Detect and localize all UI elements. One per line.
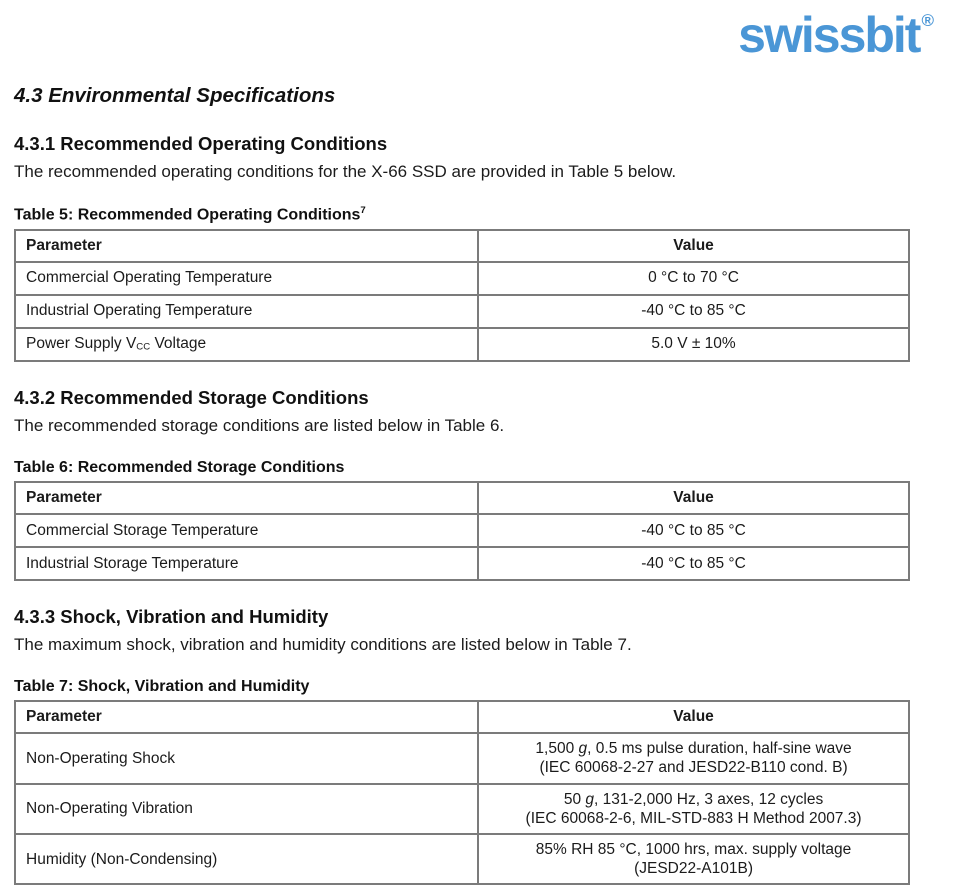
value-cell: -40 °C to 85 °C [478, 547, 909, 580]
value-column-header: Value [478, 230, 909, 262]
table-row [15, 328, 909, 361]
table-header-row [15, 482, 909, 514]
parameter-column-header: Parameter [15, 482, 478, 514]
table-row [15, 784, 909, 834]
parameter-column-header: Parameter [15, 701, 478, 733]
table-row [15, 514, 909, 547]
value-cell: -40 °C to 85 °C [478, 295, 909, 328]
table-row [15, 262, 909, 295]
subsection-heading: 4.3.3 Shock, Vibration and Humidity [14, 605, 329, 627]
value-cell: 5.0 V ± 10% [478, 328, 909, 361]
parameter-cell: Non-Operating Vibration [15, 784, 478, 834]
table-row [15, 733, 909, 783]
subsection-storage-conditions [14, 387, 910, 581]
parameter-cell: Industrial Storage Temperature [15, 547, 478, 580]
section-title: 4.3 Environmental Specifications [14, 84, 336, 107]
table-caption: Table 6: Recommended Storage Conditions [14, 458, 345, 476]
subsection-shock-vibration-humidity [14, 606, 910, 886]
parameter-cell: Non-Operating Shock [15, 733, 478, 783]
table-header-row [15, 701, 909, 733]
subsection-operating-conditions [14, 133, 910, 362]
value-cell: 1,500 g, 0.5 ms pulse duration, half-sine wave (IEC 60068-2-27 and JESD22-B110 cond. B) [478, 733, 909, 783]
table-header-row [15, 230, 909, 262]
value-column-header: Value [478, 482, 909, 514]
registered-trademark-icon: ® [921, 11, 934, 30]
value-cell: 0 °C to 70 °C [478, 262, 909, 295]
subsection-heading: 4.3.2 Recommended Storage Conditions [14, 386, 369, 408]
parameter-cell: Commercial Operating Temperature [15, 262, 478, 295]
table-row [15, 834, 909, 884]
table-row [15, 547, 909, 580]
table-caption: Table 5: Recommended Operating Conditions$^7$ [14, 205, 366, 224]
swissbit-logo [738, 7, 934, 63]
value-cell: 85% RH 85 °C, 1000 hrs, max. supply voltage (JESD22-A101B) [478, 834, 909, 884]
table-row [15, 295, 909, 328]
table-caption: Table 7: Shock, Vibration and Humidity [14, 678, 310, 696]
parameter-cell: Industrial Operating Temperature [15, 295, 478, 328]
parameter-cell: Power Supply $V_{CC}$ Voltage [15, 328, 478, 361]
parameter-cell: Humidity (Non-Condensing) [15, 834, 478, 884]
operating-conditions-table [14, 229, 910, 362]
swissbit-wordmark: swissbit [738, 7, 920, 63]
subsection-intro: The recommended operating conditions for the X-66 SSD are provided in Table 5 below. [14, 162, 677, 181]
parameter-column-header: Parameter [15, 230, 478, 262]
parameter-cell: Commercial Storage Temperature [15, 514, 478, 547]
subsection-heading: 4.3.1 Recommended Operating Conditions [14, 133, 388, 154]
subsection-intro: The maximum shock, vibration and humidity conditions are listed below in Table 7. [14, 634, 632, 654]
shock-vibration-humidity-table [14, 700, 910, 885]
subsection-intro: The recommended storage conditions are listed below in Table 6. [14, 415, 505, 435]
storage-conditions-table [14, 481, 910, 581]
value-column-header: Value [478, 701, 909, 733]
value-cell: -40 °C to 85 °C [478, 514, 909, 547]
value-cell: 50 g, 131-2,000 Hz, 3 axes, 12 cycles (IEC 60068-2-6, MIL-STD-883 H Method 2007.3) [478, 784, 909, 834]
